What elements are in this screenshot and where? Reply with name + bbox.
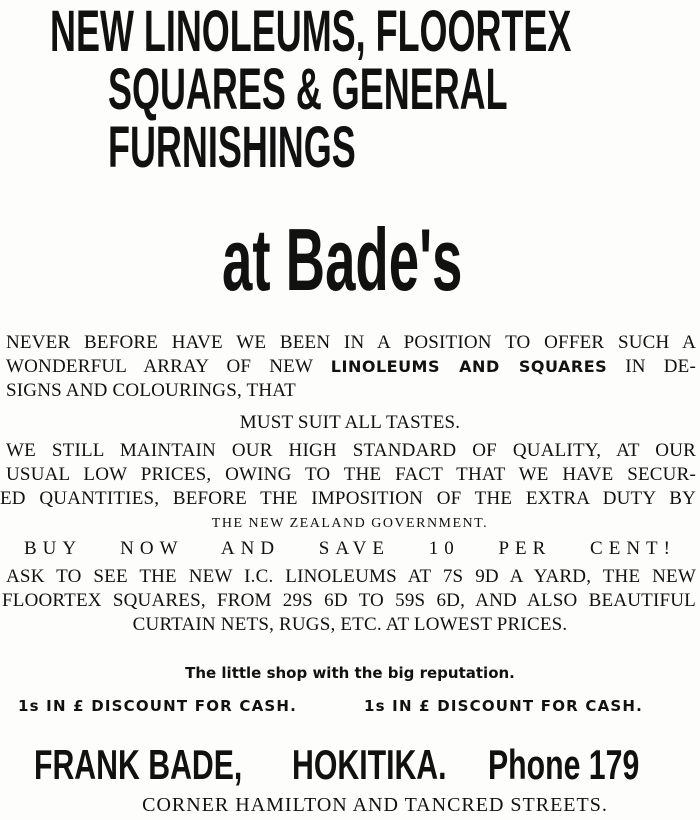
headline-line-1: NEW LINOLEUMS, FLOORTEX bbox=[50, 0, 572, 64]
body-line-4: MUST SUIT ALL TASTES. bbox=[239, 412, 461, 433]
footer-address: CORNER HAMILTON AND TANCRED STREETS. bbox=[142, 794, 608, 816]
discount-right: 1s IN £ DISCOUNT FOR CASH. bbox=[364, 697, 644, 715]
body-line-11: FLOORTEX SQUARES, FROM 29S 6D TO 59S 6D, AND ALSO BEAUTIFUL bbox=[2, 590, 696, 611]
headline-line-3: FURNISHINGS bbox=[108, 115, 356, 180]
store-title: at Bade's bbox=[222, 210, 463, 309]
footer-phone: Phone 179 bbox=[488, 741, 640, 788]
body-line-9: BUY NOW AND SAVE 10 PER CENT! bbox=[24, 538, 676, 559]
footer-town: HOKITIKA. bbox=[292, 741, 447, 788]
body-line-8: THE NEW ZEALAND GOVERNMENT. bbox=[211, 516, 489, 531]
body-line-1: NEVER BEFORE HAVE WE BEEN IN A POSITION TO OFFER SUCH A bbox=[6, 332, 696, 353]
discount-left: 1s IN £ DISCOUNT FOR CASH. bbox=[18, 697, 298, 715]
body-line-3: SIGNS AND COLOURINGS, THAT bbox=[6, 380, 296, 401]
body-line-2-bold: LINOLEUMS AND SQUARES bbox=[330, 357, 608, 376]
slogan: The little shop with the big reputation. bbox=[185, 664, 515, 682]
headline-line-2: SQUARES & GENERAL bbox=[108, 57, 508, 122]
body-line-2 bbox=[6, 356, 696, 378]
body-line-5: WE STILL MAINTAIN OUR HIGH STANDARD OF QUALITY, AT OUR bbox=[6, 440, 696, 461]
footer-name: FRANK BADE, bbox=[34, 741, 243, 788]
body-line-2-end: IN DE- bbox=[607, 356, 696, 377]
body-line-6: USUAL LOW PRICES, OWING TO THE FACT THAT WE HAVE SECUR- bbox=[6, 464, 696, 485]
body-line-10: ASK TO SEE THE NEW I.C. LINOLEUMS AT 7S 9D A YARD, THE NEW bbox=[6, 566, 696, 587]
body-line-2-start: WONDERFUL ARRAY OF NEW bbox=[6, 356, 331, 377]
body-line-12: CURTAIN NETS, RUGS, ETC. AT LOWEST PRICES. bbox=[132, 614, 568, 635]
body-line-7: ED QUANTITIES, BEFORE THE IMPOSITION OF THE EXTRA DUTY BY bbox=[0, 488, 696, 509]
